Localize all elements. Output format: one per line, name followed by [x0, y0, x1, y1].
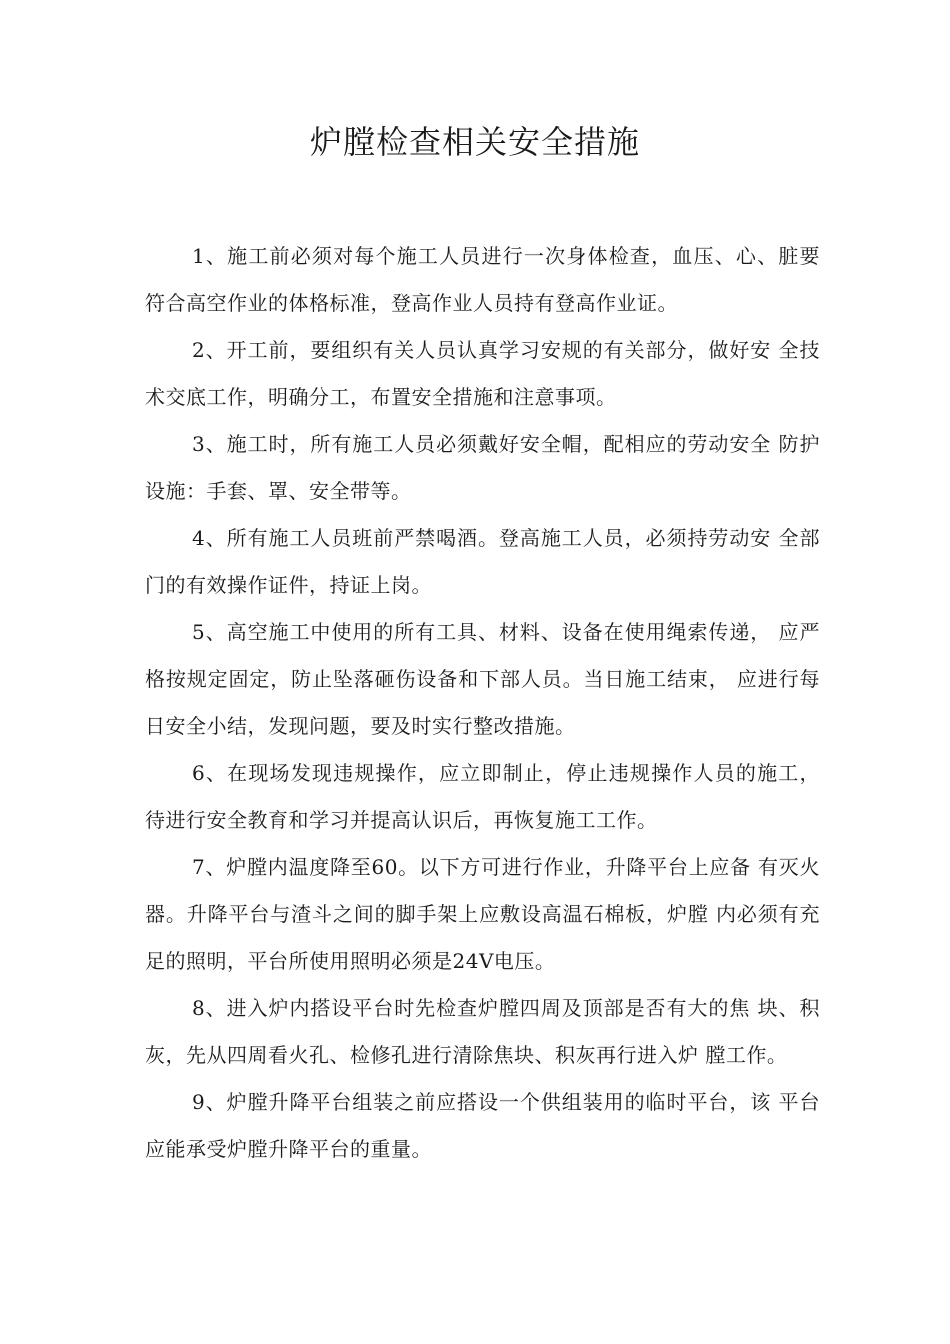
paragraph-1: 1、施工前必须对每个施工人员进行一次身体检查，血压、心、脏要符合高空作业的体格标准，登高作业人员持有登高作业证。	[145, 244, 820, 315]
paragraph-4: 4、所有施工人员班前严禁喝酒。登高施工人员，必须持劳动安 全部门的有效操作证件，持证上岗。	[145, 526, 820, 597]
paragraph-2: 2、开工前，要组织有关人员认真学习安规的有关部分，做好安 全技术交底工作，明确分工，布置安全措施和注意事项。	[145, 338, 820, 409]
document-title: 炉膛检查相关安全措施	[309, 123, 640, 161]
paragraph-8: 8、进入炉内搭设平台时先检查炉膛四周及顶部是否有大的焦 块、积灰，先从四周看火孔、检修孔进行清除焦块、积灰再行进入炉 膛工作。	[145, 996, 820, 1067]
paragraph-7: 7、炉膛内温度降至60。以下方可进行作业，升降平台上应备 有灭火器。升降平台与渣斗之间的脚手架上应敷设高温石棉板，炉膛 内必须有充足的照明，平台所使用照明必须是24V电压。	[145, 855, 820, 973]
paragraph-9: 9、炉膛升降平台组装之前应搭设一个供组装用的临时平台，该 平台应能承受炉膛升降平台的重量。	[145, 1090, 820, 1161]
document-body	[145, 233, 820, 1173]
paragraph-6: 6、在现场发现违规操作，应立即制止，停止违规操作人员的施工，待进行安全教育和学习并提高认识后，再恢复施工工作。	[145, 761, 820, 832]
paragraph-3: 3、施工时，所有施工人员必须戴好安全帽，配相应的劳动安全 防护设施：手套、罩、安全带等。	[145, 432, 820, 503]
paragraph-5: 5、高空施工中使用的所有工具、材料、设备在使用绳索传递， 应严格按规定固定，防止坠落砸伤设备和下部人员。当日施工结束， 应进行每日安全小结，发现问题，要及时实行整改措施。	[145, 620, 820, 738]
